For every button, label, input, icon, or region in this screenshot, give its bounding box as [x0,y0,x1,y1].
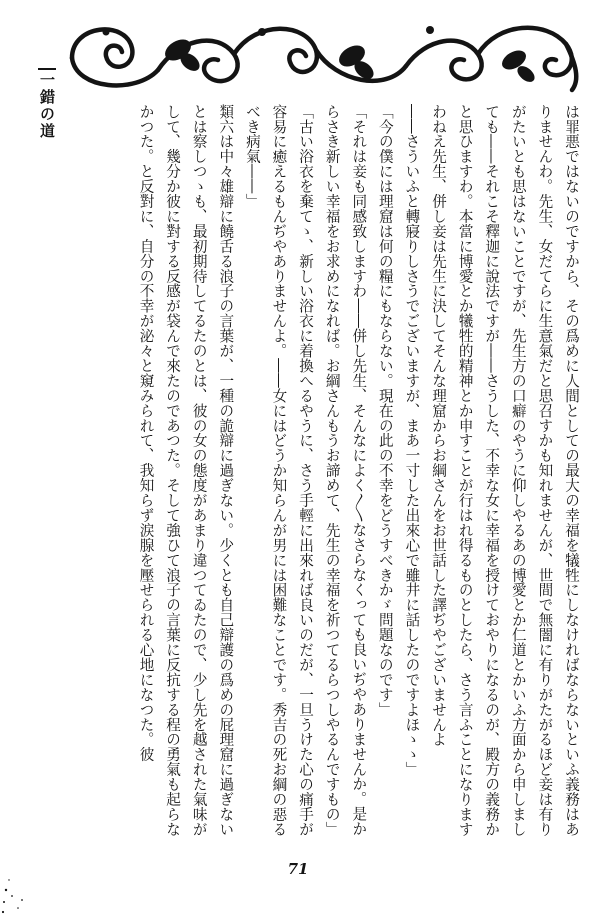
paragraph: ――さういふと轉寢りしさうでございますが、まあ一寸した出來心で雖井に話したのですよほゝゝ」 [403,104,421,777]
paragraph: 「それは妾も同感致しますわ――併し先生、そんなによく〳〵なさらなくっても良いぢやありませんか。是からさき新しい幸福をお求めになれば。お綱さんもうお諦めて、先生の幸福を祈つてるらつしやるんですもの」 [323,104,368,837]
print-speckle [0,820,70,916]
page-number: 71 [287,860,309,878]
paragraph: は罪悪ではないのですから、その爲めに人間としての最大の幸福を犠牲にしなければならないといふ義務はありませんわ。先生、女だてらに生意氣だと思召すかも知れませんが、世間で無闇に有りがたがるほど妾は有りがたいとも思はないことですが、先生方の口癖のやうに仰しやるあの博愛とか仁道とかいふ方面から申しましても――それこそ釋迦に說法ですが――さうした、不幸な女に幸福を授けておやりになるのが、殿方の義務かと思ひますわ。本當に博愛とか犧牲的精神とか申すことが行はれ得るものとしたら、さう言ふことになりますわねえ先生、併し妾は先生に決してそんな理窟からお綱さんをお世話した譯ぢやございませんよ [430,104,580,837]
paragraph: 「古い浴衣を棄てゝ、新しい浴衣に着換へるやうに、さう手輕に出來れば良いのだが、一旦うけた心の痛手が容易に癒えるもんぢやありませんよ。――女にはどうか知らんが男には困難なことです。秀吉の死お綱の惡るべき病氣――」 [243,104,315,837]
paragraph: 「今の僕には理窟は何の糧にもならない。現在の此の不幸をどうすべきかゞ問題なのです」 [376,104,394,717]
title-dash [38,68,56,70]
running-title: 一錯の道 [38,72,56,140]
scroll-vine-ornament [66,10,584,96]
paragraph: 類六は中々雄辯に饒舌る浪子の言葉が、一種の詭辯に過ぎない。少くとも自己辯護の爲めの屁理窟に過ぎないとは察しつゝも、最初期待してるたのとは、彼の女の態度があまり違つてゐたので、少し先を越された氣味がして、幾分か彼に對する反感が袋んで來たのであつた。そして強ひて浪子の言葉に反抗する程の勇氣も起らなかつた。と反對に、自分の不幸が泌々と窺みられて、我知らず涙腺を壓せられる心地になつた。彼 [137,104,235,837]
body-text [84,104,584,844]
